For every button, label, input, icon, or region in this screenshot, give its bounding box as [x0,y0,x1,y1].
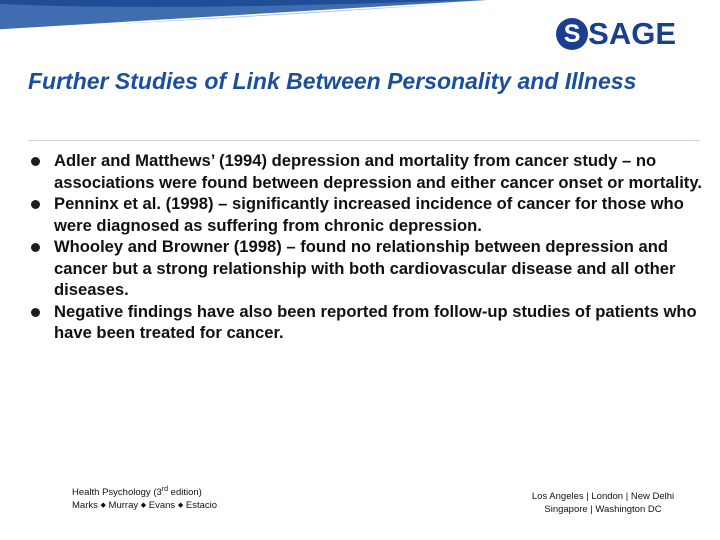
bullet-text: Penninx et al. (1998) – significantly increased incidence of cancer for those who were diagnosed as suffering from chronic depression. [54,194,684,235]
bullet-list [28,150,710,344]
author-name: Marks [72,500,98,511]
slide-title: Further Studies of Link Between Personality and Illness [28,68,637,94]
bullet-text: Adler and Matthews’ (1994) depression and mortality from cancer study – no associations were found between depression and either cancer onset or mortality. [54,151,702,192]
sage-logo-text: SAGE [588,16,676,51]
author-name: Evans [148,500,176,511]
title-divider [28,140,700,141]
diamond-separator-icon: ◆ [100,502,106,509]
bullet-item [28,150,710,193]
book-title-prefix: Health Psychology (3 [72,487,162,498]
bullet-icon [31,243,40,252]
bullet-icon [31,308,40,317]
authors-line [72,499,217,512]
locations-line-2: Singapore | Washington DC [544,504,662,515]
book-edition-sup: rd [161,485,169,493]
book-title-line [72,486,217,499]
bullet-item [28,193,710,236]
bullet-icon [31,200,40,209]
sage-logo [556,16,676,52]
bullet-item [28,236,710,301]
author-name: Murray [108,500,139,511]
bullet-item [28,301,710,344]
diamond-separator-icon: ◆ [177,502,184,509]
diamond-separator-icon: ◆ [140,502,147,509]
header-swoosh-graphic [0,0,500,34]
publisher-locations [508,490,698,516]
book-citation [72,486,217,512]
sage-logo-mark: S [556,18,588,50]
author-name: Estacio [185,500,218,511]
bullet-icon [31,157,40,166]
book-title-suffix: edition) [168,487,202,498]
bullet-text: Negative findings have also been reported from follow-up studies of patients who have been treated for cancer. [54,301,697,342]
bullet-text: Whooley and Browner (1998) – found no relationship between depression and cancer but a strong relationship with both cardiovascular disease and all other diseases. [54,237,676,299]
locations-line-1: Los Angeles | London | New Delhi [531,491,675,502]
